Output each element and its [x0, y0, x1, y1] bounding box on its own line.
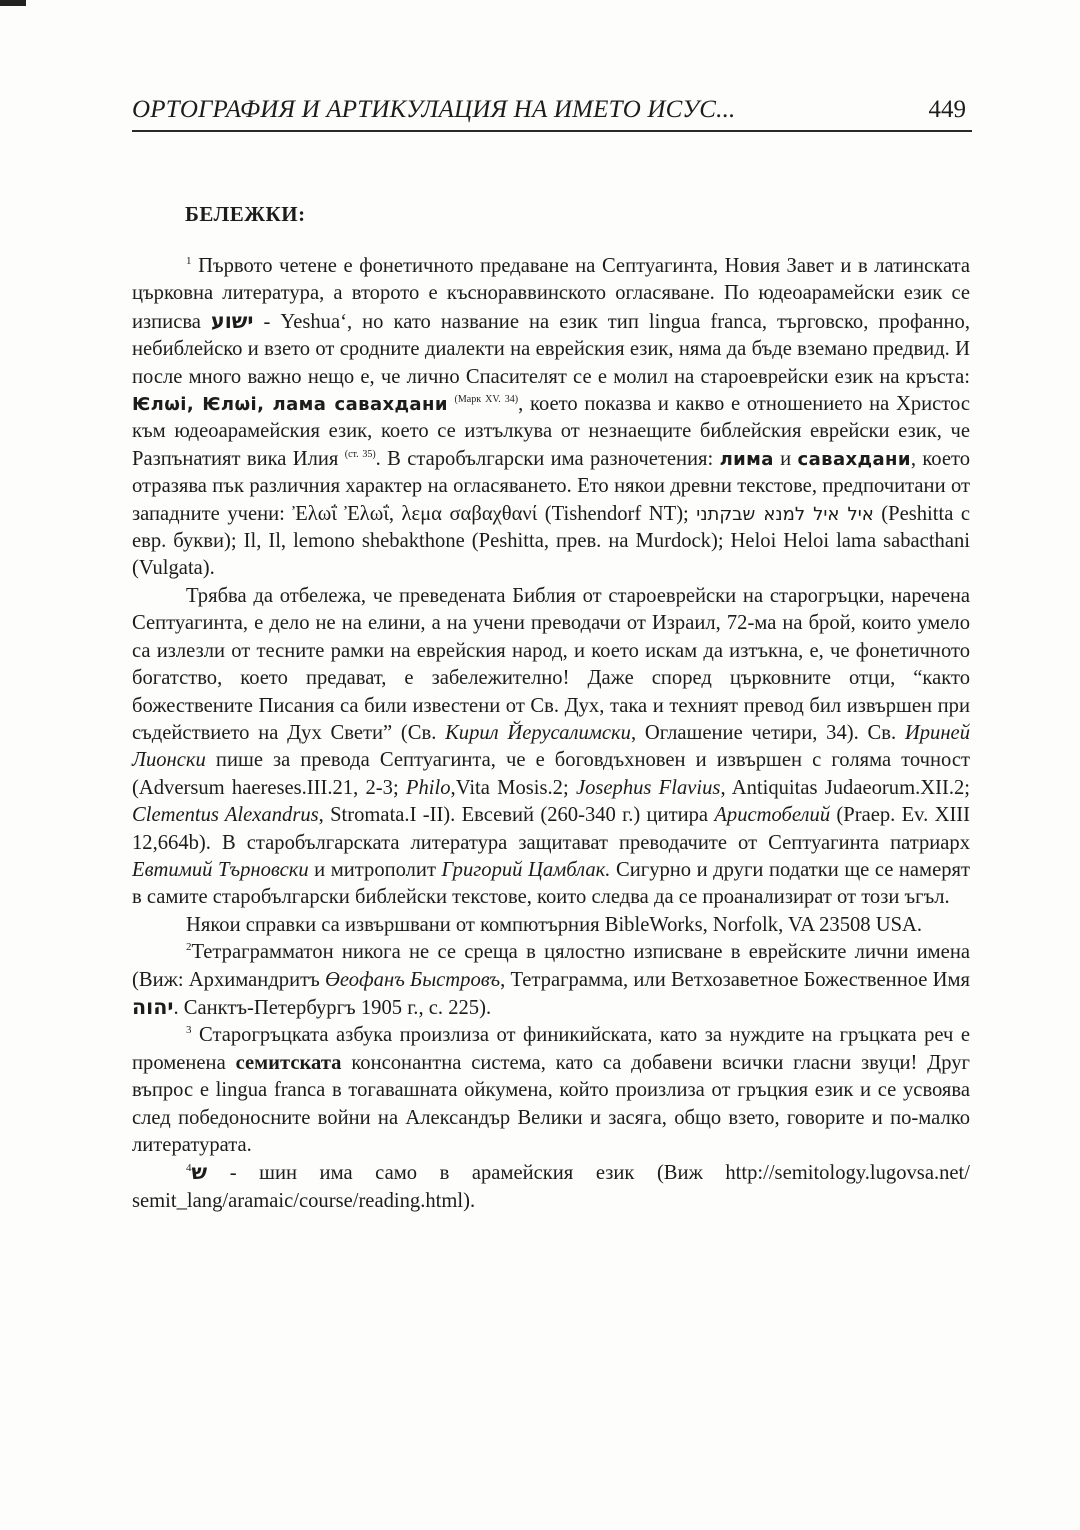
- italic-name: Philo: [405, 776, 451, 799]
- italic-name: Өеофанъ Быстровъ: [324, 968, 501, 991]
- slavonic-variant: лима: [719, 448, 774, 470]
- hebrew-yeshua: ישוע: [210, 308, 254, 333]
- italic-name: Josephus Flavius: [575, 776, 721, 799]
- footnote-3: $^3$ Старогръцката азбука произлиза от финикийската, като за нуждите на гръцката реч е променена семитската консонантна система, като са добавени всички гласни звуци! Друг въпрос е lingua franca в тогавашната ойкумена, който произлиза от гръцкия език и се усвоява след победоносните войни на Александър Велики и засяга, общо взето, говорите и по-малко литературата.: [132, 1024, 971, 1156]
- slavonic-phrase: Ѥлѡі, Ѥлѡі, лама савахдани: [132, 394, 448, 416]
- bold-word: семитската: [235, 1051, 342, 1074]
- footnote-marker: 3: [186, 1024, 192, 1037]
- section-heading: БЕЛЕЖКИ:: [185, 202, 306, 226]
- footnote-marker: 1: [186, 255, 192, 268]
- italic-name: Аристобелий: [714, 804, 831, 827]
- footnote-marker: 4: [186, 1162, 192, 1175]
- italic-name: Григорий Цамблак.: [441, 858, 611, 881]
- slavonic-variant: савахдани: [797, 448, 911, 470]
- footnote-1: $^1$ Първото четене е фонетичното предаване на Септуагинта, Новия Завет и в латинската църковна литература, а второто е къснораввинското огласяване. По юдеоарамейски език се изписва ישוע - Yeshua‘, но като название на език тип lingua franca, търговско, профанно, небиблейско и взето от сродните диалекти на еврейския език, няма да бъде вземано предвид. И после много важно нещо е, че лично Спасителят се е молил на староеврейски език на кръста: Ѥлѡі, Ѥлѡі, лама савахдани $^{(Марк XV. 34)}$, което показва и какво е отношението на Христос към юдеоарамейския език, което се изтълкува от незнаещите библейския еврейски език, че Разпънатият вика Илия $^{(ст. 35)}$. В старобългарски има разночетения: лима и савахдани, което отразява пък различния характер на огласяването. Ето някои древни текстове, предпочитани от западните учени: Ἐλωΐ Ἐλωΐ, λεμα σαβαχθανί (Tishendorf NT); איל איל למנא שבקתני (Peshitta с евр. букви); Il, Il, lemono shebakthone (Peshitta, прев. на Murdock); Heloi Heloi lama sabacthani (Vulgata).: [132, 255, 971, 580]
- reference-mark: (Марк XV. 34): [454, 394, 519, 406]
- hebrew-shin: ש: [191, 1160, 208, 1185]
- footnote-marker: 2: [186, 941, 192, 954]
- header-rule: [132, 130, 972, 132]
- italic-name: Ириней Лионски: [132, 721, 970, 772]
- paragraph: Трябва да отбележа, че преведената Библия от староеврейски на старогръцки, наречена Септуагинта, е дело не на елини, а на учени преводачи от Израил, 72-ма на брой, които умело са излезли от тесните рамки на еврейския народ, и което искам да изтъкна, е, че фонетичното богатство, което предават, е забележително! Даже според църковните отци, “както божествените Писания са били известени от Св. Дух, така и техният превод бил извършен при съдействието на Дух Свети” (Св. Кирил Йерусалимски, Оглашение четири, 34). Св. Ириней Лионски пише за превода Септуагинта, че е боговдъхновен и извършен с голяма точност (Adversum haereses.III.21, 2-3; Philo,Vita Mosis.2; Josephus Flavius, Antiquitas Judaeorum.XII.2; Clementus Alexandrus, Stromata.I -II). Евсевий (260-340 г.) цитира Аристобелий (Praep. Ev. XIII 12,664b). В старобългарската литература защитават преводачите от Септуагинта патриарх Евтимий Търновски и митрополит Григорий Цамблак. Сигурно и други податки ще се намерят в самите старобългарски библейски текстове, които следва да се проанализират от този ъгъл.: [132, 584, 971, 909]
- page-header: [132, 92, 972, 132]
- italic-name: Евтимий Търновски: [132, 858, 309, 881]
- reference-mark: (ст. 35): [344, 448, 376, 460]
- page-number: 449: [928, 96, 966, 123]
- paragraph: Някои справки са извършвани от компютърния BibleWorks, Norfolk, VA 23508 USA.: [186, 913, 923, 936]
- scan-edge-mark: [0, 0, 26, 6]
- italic-name: Кирил Йерусалимски: [445, 721, 631, 744]
- hebrew-peshitta: איל איל למנא שבקתני: [696, 503, 874, 525]
- notes-body: [132, 253, 970, 1215]
- footnote-2: $^2$Тетраграмматон никога не се среща в цялостно изписване в еврейските лични имена (Виж: Архимандритъ Өеофанъ Быстровъ, Тетраграмма, или Ветхозаветное Божественное Имя יהוה. Санктъ-Петербургъ 1905 г., с. 225).: [132, 941, 970, 1019]
- hebrew-tetragrammaton: יהוה: [132, 994, 174, 1019]
- running-title: ОРТОГРАФИЯ И АРТИКУЛАЦИЯ НА ИМЕТО ИСУС...: [132, 96, 736, 123]
- italic-name: Clementus Alexandrus: [132, 804, 319, 827]
- footnote-4: $^4$ש - шин има само в арамейския език (Виж http://semitology.lugovsa.net/ semit_lang/aramaic/course/reading.html).: [132, 1160, 970, 1212]
- greek-text: Ἐλωΐ Ἐλωΐ, λεμα σαβαχθανί: [292, 502, 538, 525]
